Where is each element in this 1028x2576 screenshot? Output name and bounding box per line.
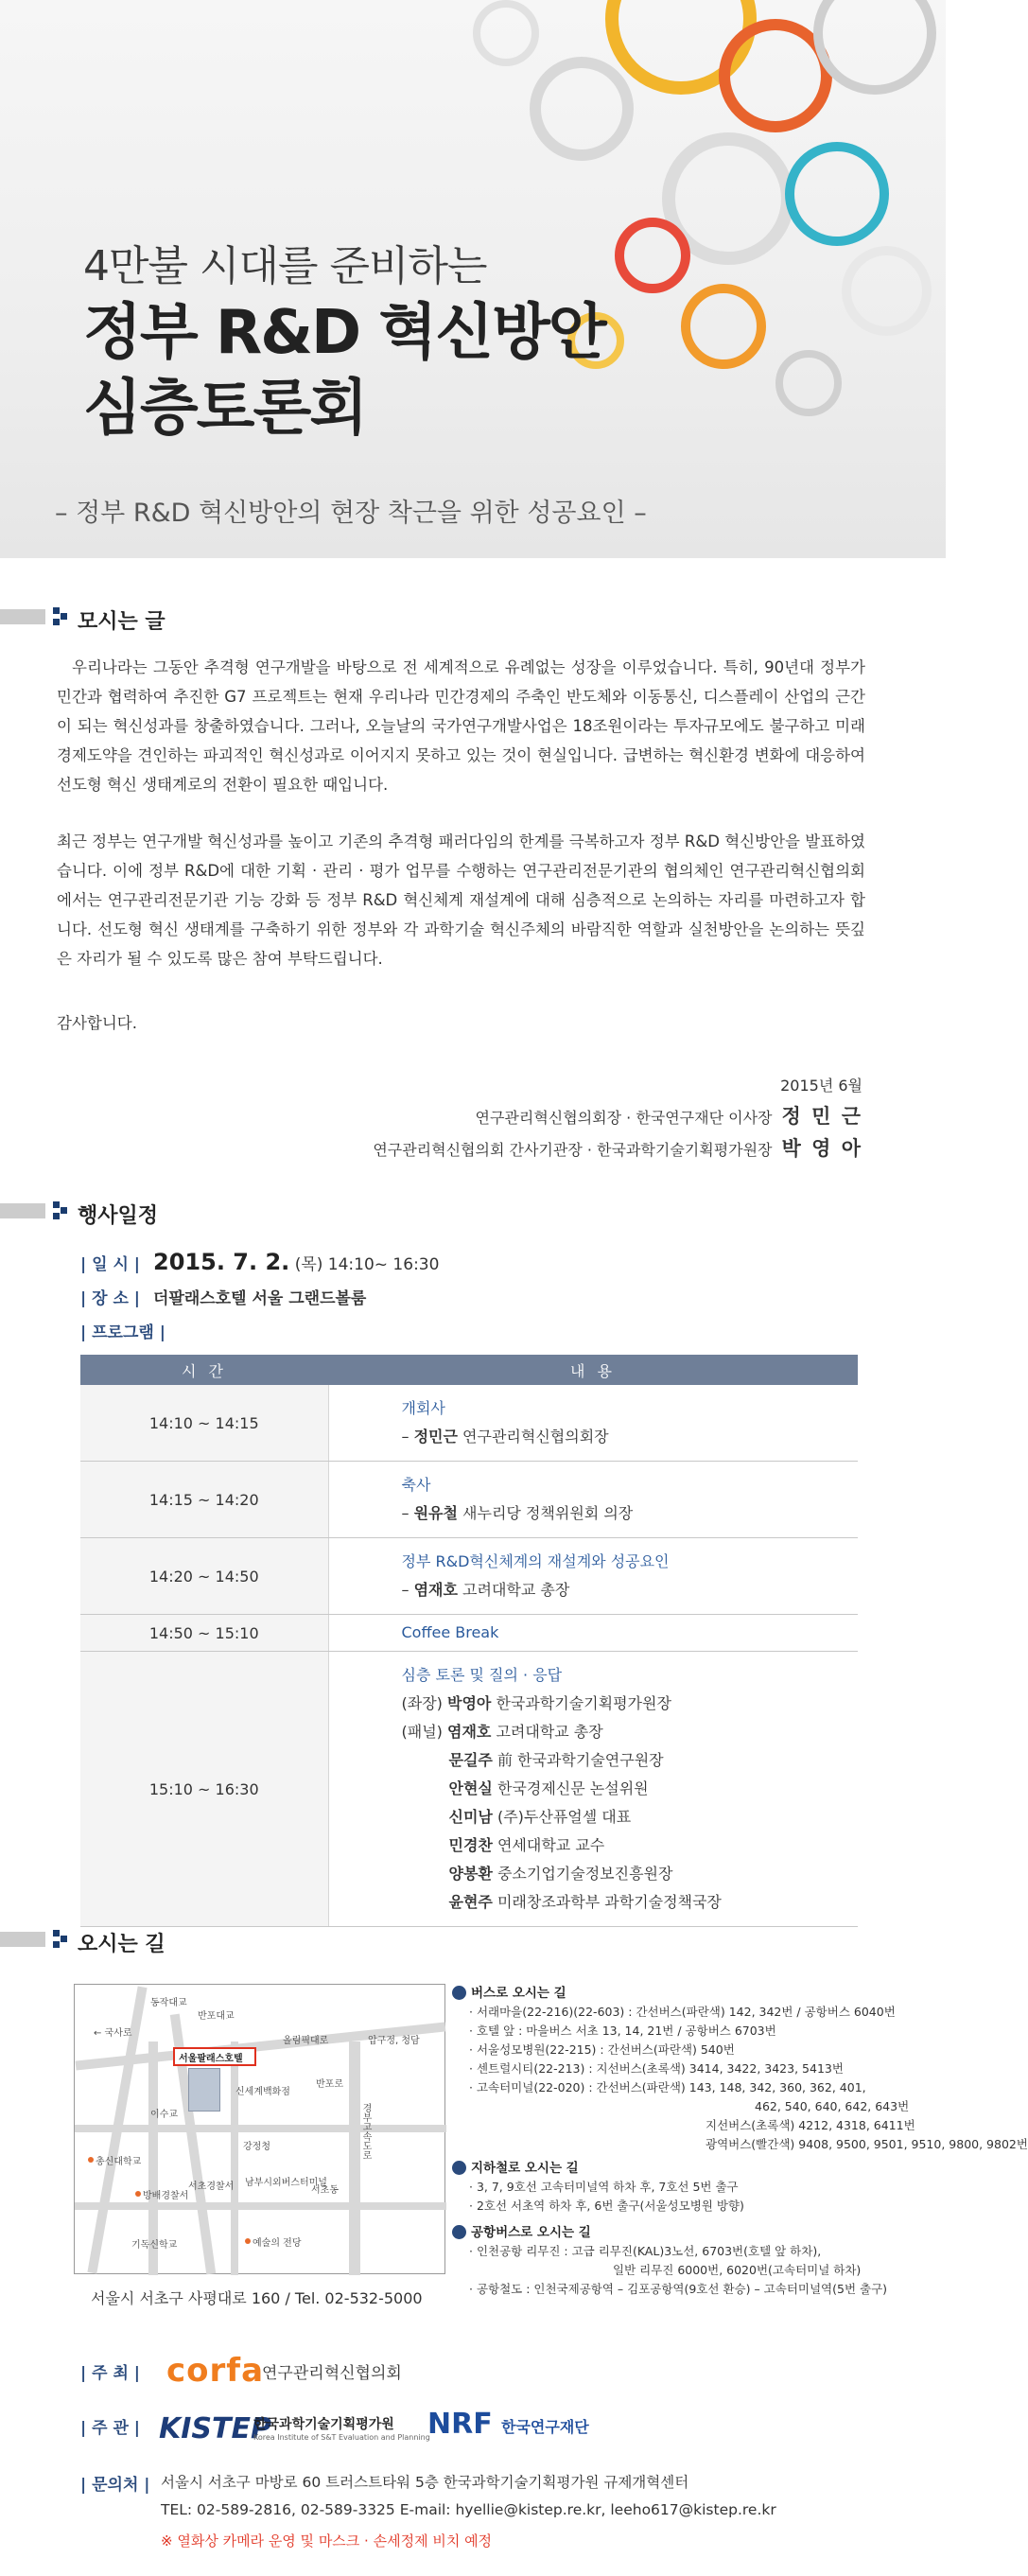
section-bar xyxy=(0,609,45,624)
hero-title-line1: 정부 R&D 혁신방안 xyxy=(83,298,605,368)
program-label: | 프로그램 | xyxy=(80,1323,166,1342)
table-row xyxy=(80,1538,858,1615)
kistep-name: 한국과학기술기획평가원 xyxy=(253,2417,394,2432)
table-row xyxy=(80,1385,858,1462)
map-label: 올림픽대로 xyxy=(283,2036,329,2046)
nrf-name: 한국연구재단 xyxy=(501,2418,589,2436)
bus-directions xyxy=(452,1984,1028,2154)
direction-line: · 2호선 서초역 하차 후, 6번 출구(서울성모병원 방향) xyxy=(469,2199,744,2213)
map-label: 서초경찰서 xyxy=(188,2182,235,2192)
map-label: 서초동 xyxy=(311,2185,339,2196)
airport-directions xyxy=(452,2223,944,2299)
direction-line: 광역버스(빨간색) 9408, 9500, 9501, 9510, 9800, 9802번 xyxy=(706,2137,1028,2151)
direction-line: · 센트럴시티(22-213) : 지선버스(초록색) 3414, 3422, 3423, 5413번 xyxy=(469,2061,844,2076)
row-content xyxy=(328,1615,858,1652)
place-value: 더팔래스호텔 서울 그랜드볼룸 xyxy=(153,1289,367,1308)
hotel-label: 서울팔래스호텔 xyxy=(179,2054,243,2064)
kistep-english-name: Korea Institute of S&T Evaluation and Planning xyxy=(253,2433,430,2442)
airport-bus-icon xyxy=(452,2225,466,2239)
row-time: 14:20 ~ 14:50 xyxy=(80,1538,328,1615)
invite-paragraph-1: 우리나라는 그동안 추격형 연구개발을 바탕으로 전 세계적으로 유례없는 성장을 이루었습니다. 특히, 90년대 정부가 민간과 협력하여 추진한 G7 프로젝트는 현재 우리나라 민간경제의 주축인 반도체와 이동통신, 디스플레이 산업의 근간이 되는 혁신성과를 창출하였습니다. 그러나, 오늘날의 국가연구개발사업은 18조원이라는 투자규모에도 불구하고 미래 경제도약을 견인하는 파괴적인 혁신성과로 이어지지 못하고 있는 것이 현실입니다. 급변하는 혁신환경 변화에 대응하여 선도형 혁신 생태계로의 전환이 필요한 때입니다. xyxy=(57,658,865,794)
decor-ring xyxy=(530,57,634,161)
row-title: 축사 xyxy=(401,1476,431,1494)
date-value: 2015. 7. 2. xyxy=(153,1249,290,1275)
map-label: ← 국사로 xyxy=(94,2028,132,2039)
direction-line: · 공항철도 : 인천국제공항역 – 김포공항역(9호선 환승) – 고속터미널역(5번 출구) xyxy=(469,2282,888,2296)
table-row xyxy=(80,1615,858,1652)
map-label: 총신대학교 xyxy=(96,2157,142,2167)
map-road xyxy=(231,2042,238,2275)
corfa-name: 연구관리혁신협의회 xyxy=(262,2364,402,2383)
inquiry-label: | 문의처 | xyxy=(80,2476,150,2495)
section-title: 모시는 글 xyxy=(78,610,166,634)
table-header xyxy=(80,1355,858,1385)
bus-title-text: 버스로 오시는 길 xyxy=(471,1986,566,2001)
subway-directions xyxy=(452,2159,944,2216)
corfa-logo: corfa xyxy=(166,2352,265,2390)
direction-line: · 호텔 앞 : 마을버스 서초 13, 14, 21번 / 공항버스 6703번 xyxy=(469,2024,776,2038)
map-label: 이수교 xyxy=(150,2110,178,2120)
row-content xyxy=(328,1538,858,1615)
map-poi-dot xyxy=(88,2157,94,2163)
row-line: 문길주 前 한국과학기술연구원장 xyxy=(448,1751,664,1769)
map-label: 신세계백화점 xyxy=(235,2087,290,2097)
decor-ring xyxy=(473,0,539,66)
signature-date: 2015년 6월 xyxy=(780,1077,862,1095)
col-time: 시 간 xyxy=(80,1355,328,1385)
hero-title xyxy=(83,295,605,447)
program-table xyxy=(80,1355,858,1927)
program-label-row xyxy=(80,1319,179,1342)
direction-line: · 서래마을(22-216)(22-603) : 간선버스(파란색) 142, 342번 / 공항버스 6040번 xyxy=(469,2005,896,2019)
map-label: 동작대교 xyxy=(150,1998,187,2008)
hero-title-line2: 심층토론회 xyxy=(83,374,367,444)
row-line: 안현실 한국경제신문 논설위원 xyxy=(448,1779,649,1797)
map-label: 반포대교 xyxy=(198,2011,235,2022)
row-title: 정부 R&D혁신체계의 재설계와 성공요인 xyxy=(401,1552,670,1570)
map-road xyxy=(75,2125,446,2132)
direction-line: · 인천공항 리무진 : 고급 리무진(KAL)3노선, 6703번(호텔 앞 하차), xyxy=(469,2244,822,2258)
row-time: 14:10 ~ 14:15 xyxy=(80,1385,328,1462)
section-marker-icon xyxy=(53,1201,70,1220)
supervisor-row xyxy=(80,2414,140,2438)
table-row xyxy=(80,1462,858,1538)
row-line: – 염재호 고려대학교 총장 xyxy=(401,1581,570,1599)
row-content xyxy=(328,1385,858,1462)
decor-ring xyxy=(681,284,766,369)
organizer-row xyxy=(80,2359,140,2383)
row-line: 윤현주 미래창조과학부 과학기술정책국장 xyxy=(448,1893,722,1911)
table-row xyxy=(80,1652,858,1927)
venue-address: 서울시 서초구 사평대로 160 / Tel. 02-532-5000 xyxy=(91,2289,423,2307)
map-poi-dot xyxy=(245,2238,251,2244)
signature-block xyxy=(373,1071,862,1165)
decor-ring xyxy=(785,142,889,246)
section-schedule-heading xyxy=(0,1200,946,1228)
row-time: 15:10 ~ 16:30 xyxy=(80,1652,328,1927)
map-label: 반포로 xyxy=(316,2079,343,2090)
supervisor-label: | 주 관 | xyxy=(80,2419,141,2438)
section-invite-heading xyxy=(0,605,946,634)
kistep-logo: KISTEP xyxy=(159,2412,271,2445)
hotel-building-icon xyxy=(188,2068,220,2112)
row-content xyxy=(328,1652,858,1927)
row-title: 개회사 xyxy=(401,1399,445,1417)
inquiry-row xyxy=(80,2471,150,2495)
direction-line: · 3, 7, 9호선 고속터미널역 하차 후, 7호선 5번 출구 xyxy=(469,2180,739,2194)
section-marker-icon xyxy=(53,1930,70,1949)
row-content xyxy=(328,1462,858,1538)
row-line: (패널) 염재호 고려대학교 총장 xyxy=(401,1723,603,1741)
location-map[interactable] xyxy=(74,1984,445,2274)
row-line: 양봉환 중소기업기술정보진흥원장 xyxy=(448,1865,673,1883)
col-content: 내 용 xyxy=(328,1355,858,1385)
section-bar xyxy=(0,1203,45,1218)
map-label: 남부시외버스터미널 xyxy=(245,2178,327,2188)
hero-tagline: – 정부 R&D 혁신방안의 현장 착근을 위한 성공요인 – xyxy=(55,499,647,528)
signer1-role: 연구관리혁신협의회장 · 한국연구재단 이사장 xyxy=(475,1109,773,1127)
signature-line-1 xyxy=(373,1101,862,1133)
organizer-label: | 주 최 | xyxy=(80,2364,141,2383)
event-place xyxy=(80,1285,366,1308)
map-label: 강정청 xyxy=(243,2142,270,2152)
invite-paragraph-2: 최근 정부는 연구개발 혁신성과를 높이고 기존의 추격형 패러다임의 한계를 극복하고자 정부 R&D 혁신방안을 발표하였습니다. 이에 정부 R&D에 대한 기획 · 관리 · 평가 업무를 수행하는 연구관리전문기관의 협의체인 연구관리혁신협의회에서는 연구관리전문기관 기능 강화 등 정부 R&D 혁신체계 재설계에 대해 심층적으로 논의하는 자리를 마련하고자 합니다. 선도형 혁신 생태계를 구축하기 위한 정부와 각 과학기술 혁신주체의 바람직한 역할과 실천방안을 논의하는 뜻깊은 자리가 될 수 있도록 많은 참여 부탁드립니다. xyxy=(57,832,865,968)
airport-title xyxy=(452,2223,944,2242)
row-time: 14:15 ~ 14:20 xyxy=(80,1462,328,1538)
direction-line: · 서울성모병원(22-215) : 간선버스(파란색) 540번 xyxy=(469,2042,735,2057)
map-label: 예술의 전당 xyxy=(253,2238,302,2249)
subway-icon xyxy=(452,2161,466,2175)
nrf-logo: NRF xyxy=(427,2408,493,2441)
subway-title-text: 지하철로 오시는 길 xyxy=(471,2161,579,2176)
row-line: (좌장) 박영아 한국과학기술기획평가원장 xyxy=(401,1694,671,1712)
bus-icon xyxy=(452,1986,466,2000)
section-directions-heading xyxy=(0,1928,946,1956)
decor-ring xyxy=(842,246,932,336)
invite-thanks: 감사합니다. xyxy=(57,1014,137,1032)
inquiry-contact[interactable]: TEL: 02-589-2816, 02-589-3325 E-mail: hyellie@kistep.re.kr, leeho617@kistep.re.kr xyxy=(161,2501,776,2518)
signer2-name: 박 영 아 xyxy=(781,1137,862,1160)
date-label: | 일 시 | xyxy=(80,1255,141,1274)
signer1-name: 정 민 근 xyxy=(781,1105,862,1128)
airport-title-text: 공항버스로 오시는 길 xyxy=(471,2225,591,2240)
date-rest: (목) 14:10~ 16:30 xyxy=(294,1255,440,1274)
section-bar xyxy=(0,1932,45,1947)
event-date xyxy=(80,1249,439,1275)
row-line: 신미남 (주)두산퓨얼셀 대표 xyxy=(448,1808,632,1826)
signer2-role: 연구관리혁신협의회 간사기관장 · 한국과학기술기획평가원장 xyxy=(373,1141,773,1159)
place-label: | 장 소 | xyxy=(80,1289,141,1308)
map-label: 경부고속도로 xyxy=(360,2103,371,2160)
section-marker-icon xyxy=(53,607,70,626)
map-road xyxy=(75,2202,446,2210)
map-label: 기독신학교 xyxy=(131,2240,178,2251)
direction-line: 462, 540, 640, 642, 643번 xyxy=(755,2099,910,2113)
bus-title xyxy=(452,1984,944,2003)
map-label: 압구정, 청담 xyxy=(368,2036,420,2046)
direction-line: 지선버스(초록색) 4212, 4318, 6411번 xyxy=(706,2118,915,2132)
section-title: 오시는 길 xyxy=(78,1933,166,1956)
section-title: 행사일정 xyxy=(78,1204,159,1228)
hero-banner xyxy=(0,0,946,558)
row-line: – 원유철 새누리당 정책위원회 의장 xyxy=(401,1504,634,1522)
row-line: 민경찬 연세대학교 교수 xyxy=(448,1836,605,1854)
subway-title xyxy=(452,2159,944,2178)
safety-notice: ※ 열화상 카메라 운영 및 마스크 · 손세정제 비치 예정 xyxy=(161,2532,493,2550)
hero-subtitle: 4만불 시대를 준비하는 xyxy=(83,242,487,290)
decor-ring xyxy=(775,350,842,416)
map-poi-dot xyxy=(135,2191,141,2197)
direction-line: 일반 리무진 6000번, 6020번(고속터미널 하차) xyxy=(613,2263,862,2277)
signature-line-2 xyxy=(373,1133,862,1165)
decor-ring xyxy=(615,218,690,293)
row-title: 심층 토론 및 질의 · 응답 xyxy=(401,1666,563,1684)
row-time: 14:50 ~ 15:10 xyxy=(80,1615,328,1652)
direction-line: · 고속터미널(22-020) : 간선버스(파란색) 143, 148, 342, 360, 362, 401, xyxy=(469,2080,866,2094)
row-line: – 정민근 연구관리혁신협의회장 xyxy=(401,1428,609,1446)
row-title: Coffee Break xyxy=(401,1623,499,1641)
map-label: 방배경찰서 xyxy=(143,2191,189,2201)
inquiry-address: 서울시 서초구 마방로 60 트러스트타워 5층 한국과학기술기획평가원 규제개혁센터 xyxy=(161,2474,689,2491)
